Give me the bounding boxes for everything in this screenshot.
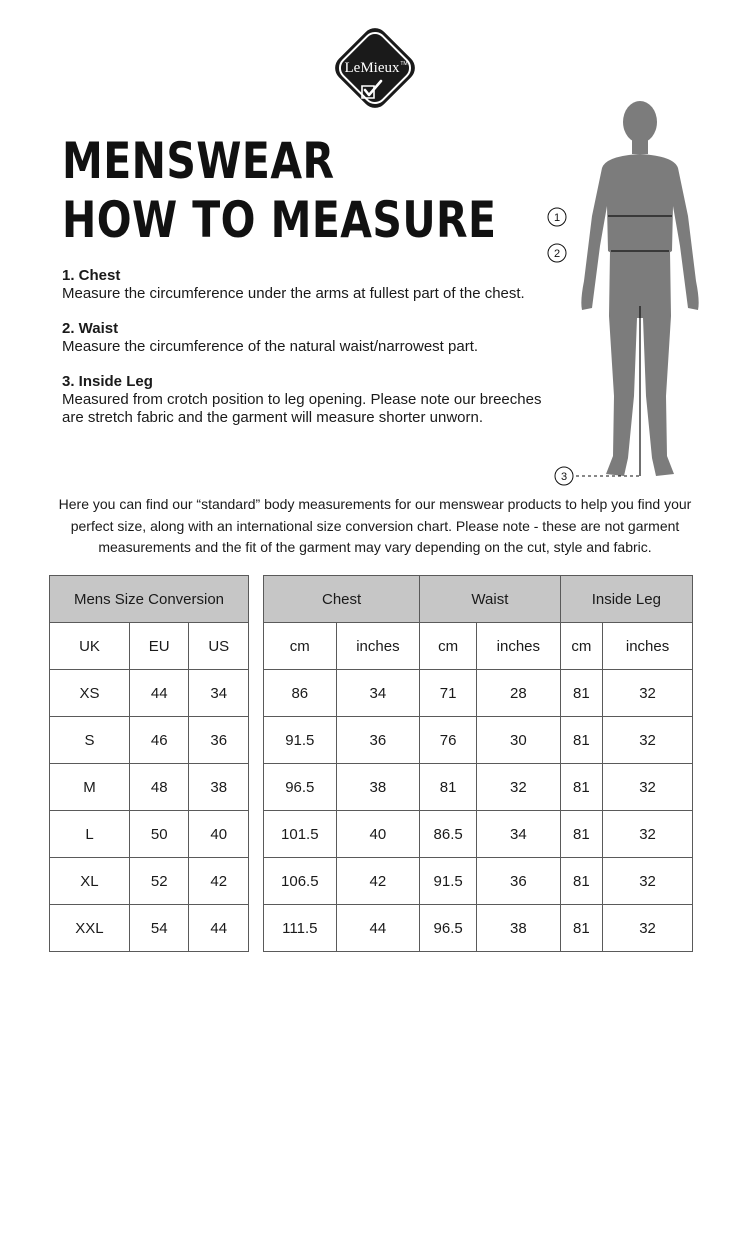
table-cell: 101.5 xyxy=(264,811,337,858)
group-header-chest: Chest xyxy=(264,576,420,623)
table-cell: 81 xyxy=(560,670,603,717)
table-cell: S xyxy=(50,717,130,764)
table-cell: 32 xyxy=(603,811,693,858)
table-cell: 34 xyxy=(477,811,561,858)
table-cell: 81 xyxy=(560,717,603,764)
intro-paragraph: Here you can find our “standard” body measurements for our menswear products to help you find your perfect size, along with an international size conversion chart. Please note - these are not garment measurements and the fit of the garment may vary depending on the cut, style and fabric. xyxy=(58,496,692,555)
title-line-2: HOW TO MEASURE xyxy=(62,191,497,249)
column-header: EU xyxy=(129,623,189,670)
table-cell: 96.5 xyxy=(264,764,337,811)
table-cell: 96.5 xyxy=(420,905,477,952)
instruction-text: Measured from crotch position to leg opening. Please note our breeches are stretch fabric and the garment will measure shorter unworn. xyxy=(62,391,542,426)
column-header: US xyxy=(189,623,249,670)
table-cell: 44 xyxy=(336,905,420,952)
table-cell: 34 xyxy=(336,670,420,717)
table-cell: 44 xyxy=(189,905,249,952)
title-line-1: MENSWEAR xyxy=(62,132,335,190)
column-header: inches xyxy=(336,623,420,670)
table-cell: 32 xyxy=(603,670,693,717)
table-cell: 111.5 xyxy=(264,905,337,952)
table-cell: 81 xyxy=(420,764,477,811)
instruction-title: 3. Inside Leg xyxy=(62,373,153,390)
table-cell: 28 xyxy=(477,670,561,717)
table-cell: XS xyxy=(50,670,130,717)
table-row xyxy=(50,858,249,905)
table-cell: 36 xyxy=(189,717,249,764)
table-cell: XL xyxy=(50,858,130,905)
table-cell: 32 xyxy=(603,717,693,764)
page-title xyxy=(62,132,496,250)
human-silhouette-icon xyxy=(540,96,720,486)
table-cell: 32 xyxy=(603,858,693,905)
marker-1: 1 xyxy=(553,212,561,224)
instruction-inside-leg xyxy=(62,373,552,427)
body-measurements-table xyxy=(263,575,693,952)
table-cell: 32 xyxy=(477,764,561,811)
table-cell: 81 xyxy=(560,858,603,905)
table-cell: M xyxy=(50,764,130,811)
instruction-waist xyxy=(62,320,552,356)
table-cell: 76 xyxy=(420,717,477,764)
table-row xyxy=(264,811,693,858)
column-header: inches xyxy=(603,623,693,670)
measuring-instructions xyxy=(62,267,552,444)
table-cell: 48 xyxy=(129,764,189,811)
table-cell: 44 xyxy=(129,670,189,717)
table-cell: 81 xyxy=(560,811,603,858)
table-row xyxy=(264,670,693,717)
logo-wordmark: LeMieux xyxy=(344,60,400,76)
table-cell: 52 xyxy=(129,858,189,905)
instruction-title: 2. Waist xyxy=(62,320,119,337)
marker-2: 2 xyxy=(553,248,561,260)
table-cell: 40 xyxy=(336,811,420,858)
column-header: cm xyxy=(560,623,603,670)
table-row xyxy=(50,717,249,764)
column-header: inches xyxy=(477,623,561,670)
table-cell: 36 xyxy=(477,858,561,905)
table-row xyxy=(50,764,249,811)
group-header-inside-leg: Inside Leg xyxy=(560,576,692,623)
table-cell: 34 xyxy=(189,670,249,717)
table-cell: 36 xyxy=(336,717,420,764)
table-cell: 32 xyxy=(603,905,693,952)
size-conversion-table xyxy=(49,575,249,952)
table-cell: 86 xyxy=(264,670,337,717)
table-header: Mens Size Conversion xyxy=(50,576,249,623)
table-cell: 106.5 xyxy=(264,858,337,905)
table-cell: 38 xyxy=(336,764,420,811)
table-cell: 86.5 xyxy=(420,811,477,858)
table-cell: 81 xyxy=(560,905,603,952)
table-row xyxy=(264,623,693,670)
table-row xyxy=(50,905,249,952)
table-row xyxy=(264,858,693,905)
table-row xyxy=(264,905,693,952)
table-cell: 71 xyxy=(420,670,477,717)
instruction-chest xyxy=(62,267,552,303)
table-cell: 81 xyxy=(560,764,603,811)
brand-logo xyxy=(326,20,424,116)
table-cell: L xyxy=(50,811,130,858)
table-cell: 42 xyxy=(336,858,420,905)
column-header: cm xyxy=(264,623,337,670)
table-cell: 91.5 xyxy=(264,717,337,764)
table-row xyxy=(50,811,249,858)
table-cell: 91.5 xyxy=(420,858,477,905)
table-cell: 46 xyxy=(129,717,189,764)
table-cell: 38 xyxy=(477,905,561,952)
table-cell: 30 xyxy=(477,717,561,764)
table-cell: XXL xyxy=(50,905,130,952)
table-cell: 42 xyxy=(189,858,249,905)
group-header-waist: Waist xyxy=(420,576,560,623)
table-cell: 54 xyxy=(129,905,189,952)
table-row xyxy=(50,670,249,717)
column-header: cm xyxy=(420,623,477,670)
table-row xyxy=(264,764,693,811)
logo-diamond-icon xyxy=(326,20,424,116)
instruction-text: Measure the circumference under the arms at fullest part of the chest. xyxy=(62,285,525,302)
table-cell: 32 xyxy=(603,764,693,811)
body-measurement-figure xyxy=(540,96,720,486)
table-cell: 38 xyxy=(189,764,249,811)
instruction-title: 1. Chest xyxy=(62,267,121,284)
logo-trademark: TM xyxy=(400,61,408,67)
column-header: UK xyxy=(50,623,130,670)
marker-3: 3 xyxy=(560,471,568,483)
table-row xyxy=(50,623,249,670)
instruction-text: Measure the circumference of the natural waist/narrowest part. xyxy=(62,338,479,355)
table-cell: 40 xyxy=(189,811,249,858)
table-row xyxy=(264,717,693,764)
table-cell: 50 xyxy=(129,811,189,858)
